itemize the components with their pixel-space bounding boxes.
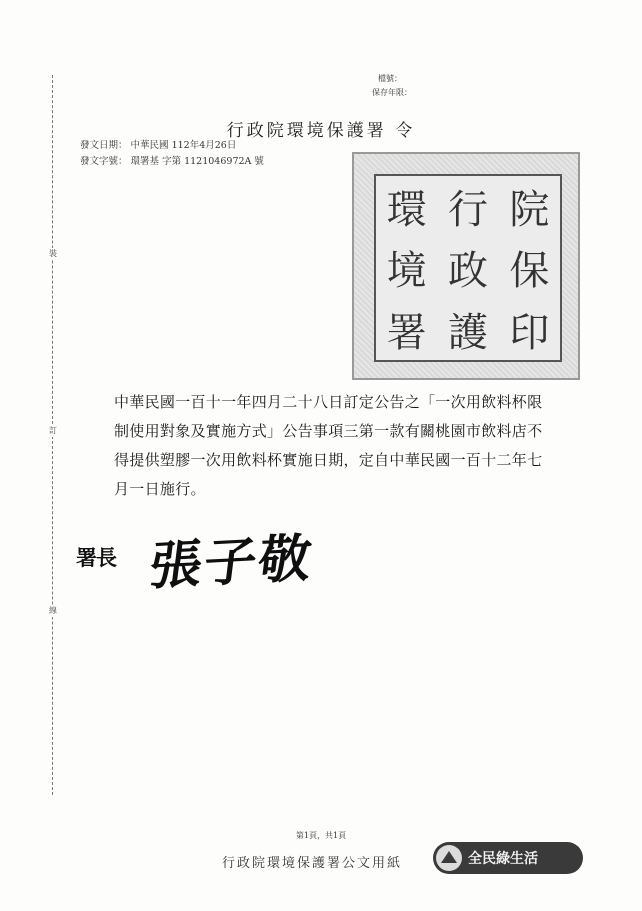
seal-char: 境: [386, 248, 427, 295]
document-meta: [80, 138, 264, 170]
green-living-logo: [433, 842, 583, 874]
order-body: [114, 388, 594, 504]
seal-char: 政: [447, 248, 488, 295]
seal-characters: [374, 174, 562, 362]
document-number-label: 發文字號：: [80, 156, 128, 167]
official-seal-stamp: [352, 152, 580, 380]
seal-char: 署: [386, 309, 427, 356]
signatory-title: 署長: [76, 545, 116, 570]
file-number-label: 檔號：: [378, 74, 402, 83]
seal-char: 環: [386, 187, 427, 234]
signature-block: [76, 520, 376, 610]
mountain-icon: [436, 845, 462, 871]
binding-mark-top: 裝: [49, 249, 57, 258]
order-body-line: 月一日施行。: [114, 480, 206, 498]
order-body-line: 中華民國一百十一年四月二十八日訂定公告之「一次用飲料杯限: [114, 393, 543, 411]
filing-info: [372, 72, 412, 100]
issue-date-value: 中華民國 112年4月26日: [130, 140, 237, 151]
document-number-value: 環署基 字第 1121046972A 號: [130, 156, 264, 167]
binding-mark-bottom: 線: [49, 606, 57, 615]
seal-char: 印: [509, 309, 550, 356]
logo-text: 全民綠生活: [468, 851, 538, 867]
seal-char: 護: [447, 309, 488, 356]
binding-mark-middle: 訂: [49, 426, 57, 435]
seal-char: 行: [447, 187, 488, 234]
document-number-row: [80, 154, 264, 170]
issue-date-row: [80, 138, 264, 154]
document-title: 行政院環境保護署 令: [226, 121, 416, 141]
signatory-signature: 張子敬: [145, 527, 317, 598]
page-indicator: 第1頁，共1頁: [295, 831, 347, 840]
issue-date-label: 發文日期：: [80, 140, 128, 151]
seal-char: 院: [509, 187, 550, 234]
seal-char: 保: [509, 248, 550, 295]
order-body-line: 制使用對象及實施方式」公告事項三第一款有關桃園市飲料店不: [114, 422, 543, 440]
retention-period-label: 保存年限：: [372, 88, 412, 97]
stationery-name: 行政院環境保護署公文用紙: [222, 856, 403, 871]
order-body-line: 得提供塑膠一次用飲料杯實施日期，定自中華民國一百十二年七: [114, 451, 543, 469]
